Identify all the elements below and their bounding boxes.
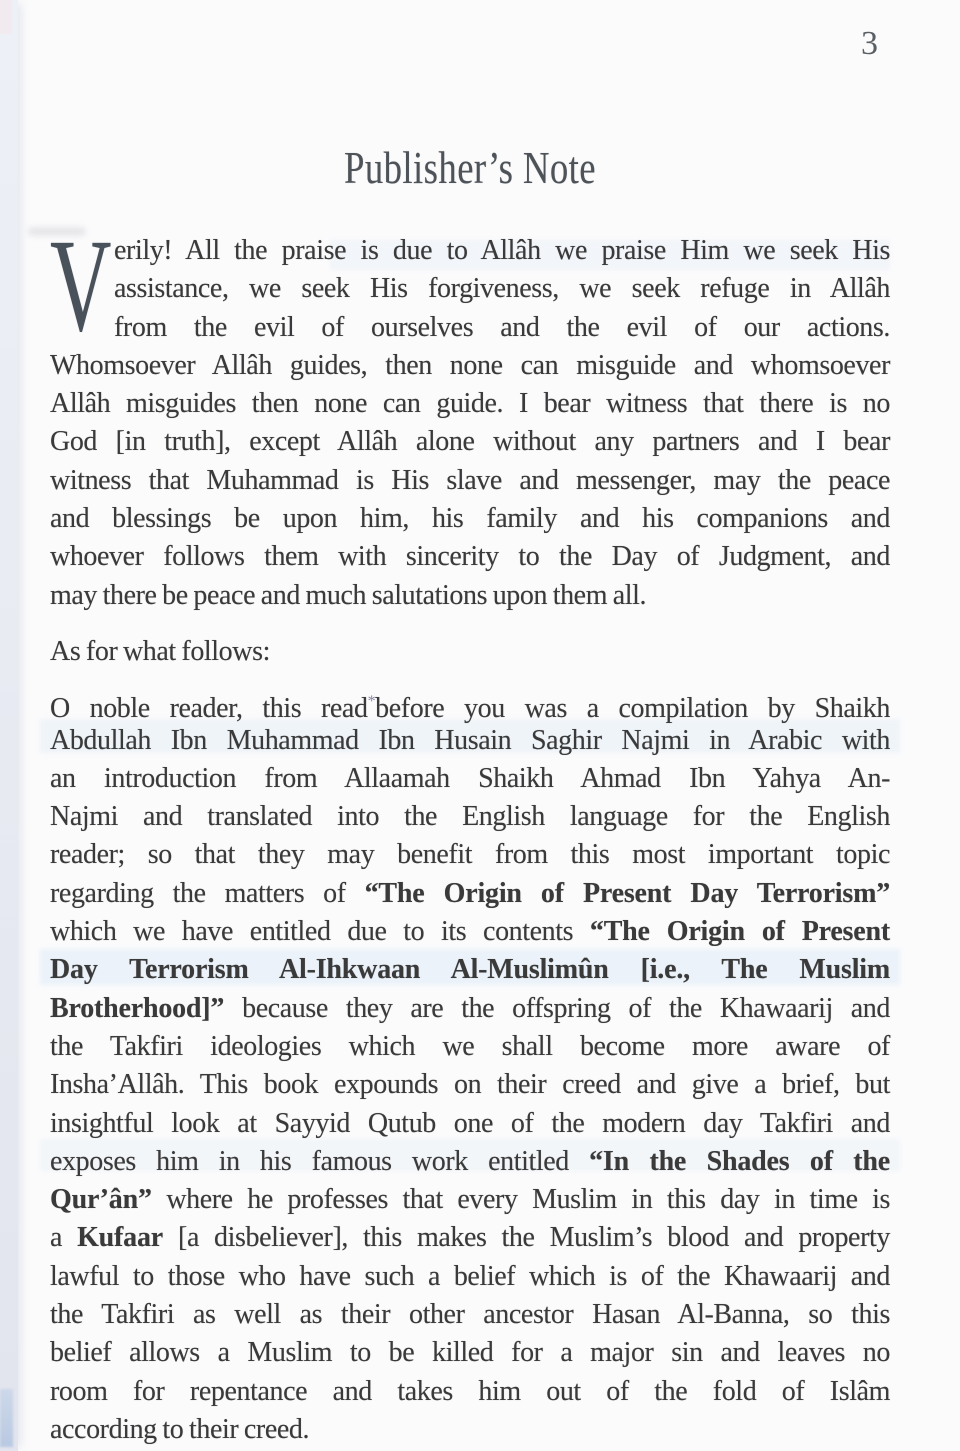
text-segment: according to their creed. — [50, 1413, 310, 1445]
text-line — [114, 309, 890, 347]
text-segment: reader; so that they may benefit from this most important topic — [50, 839, 890, 871]
paragraph-opening — [50, 211, 890, 615]
text-line — [50, 385, 890, 423]
text-line — [50, 1143, 890, 1181]
text-line — [50, 836, 890, 874]
text-segment: assistance, we seek His forgiveness, we seek refuge in Allâh — [114, 273, 890, 305]
text-segment: “The Origin of Present Day Terrorism” — [364, 877, 890, 909]
text-line — [50, 347, 890, 385]
paragraph-transition — [50, 633, 890, 671]
text-line — [50, 798, 890, 836]
text-segment: “In the Shades of the — [589, 1145, 890, 1177]
text-segment: and blessings be upon him, his family and his companions and — [50, 503, 890, 535]
text-segment: God [in truth], except Allâh alone without any partners and I bear — [50, 426, 890, 458]
scan-artifact-bottom-left — [0, 1389, 13, 1447]
page-title: Publisher’s Note — [343, 142, 597, 193]
text-segment: an introduction from Allaamah Shaikh Ahmad Ibn Yahya An- — [50, 762, 890, 794]
text-line — [50, 1181, 890, 1219]
text-segment: Abdullah Ibn Muhammad Ibn Husain Saghir Najmi in Arabic with — [50, 724, 890, 756]
text-segment: exposes him in his famous work entitled — [50, 1145, 590, 1177]
text-line — [50, 1334, 890, 1372]
text-line — [114, 232, 890, 270]
text-segment: Whomsoever Allâh guides, then none can misguide and whomsoever — [50, 349, 890, 381]
text-segment: which we have entitled due to its contents — [50, 916, 590, 948]
text-line — [50, 760, 890, 798]
text-line — [50, 633, 890, 671]
text-line — [50, 722, 890, 760]
text-line — [50, 462, 890, 500]
text-line — [50, 990, 890, 1028]
text-segment: lawful to those who have such a belief which is of the Khawaarij and — [50, 1260, 890, 1292]
text-line — [50, 577, 890, 615]
text-segment: witness that Muhammad is His slave and messenger, may the peace — [50, 464, 890, 496]
text-segment: As for what follows: — [50, 635, 270, 667]
text-segment: Brotherhood]” — [50, 992, 225, 1024]
page-number: 3 — [861, 25, 878, 62]
scan-artifact-top-left — [0, 0, 12, 34]
text-segment: room for repentance and takes him out of the fold of Islâm — [50, 1375, 890, 1407]
drop-cap: V — [50, 211, 112, 359]
text-line — [50, 875, 890, 913]
text-line — [114, 270, 890, 308]
text-segment: “The Origin of Present — [589, 916, 890, 948]
page-gutter-shadow — [0, 0, 18, 1451]
text-line — [50, 538, 890, 576]
text-segment: a — [50, 1222, 78, 1254]
text-segment: the Takfiri ideologies which we shall become more aware of — [50, 1030, 890, 1062]
body-text — [50, 211, 891, 1449]
text-segment: where he professes that every Muslim in this day in time is — [151, 1184, 890, 1216]
text-segment: belief allows a Muslim to be killed for a major sin and leaves no — [50, 1337, 890, 1369]
text-column — [50, 143, 890, 1449]
text-line — [50, 1105, 890, 1143]
text-segment: may there be peace and much salutations upon them all. — [50, 579, 647, 611]
text-segment: O noble reader, this read — [50, 693, 368, 725]
text-segment: Qur’ân” — [50, 1184, 152, 1216]
text-line — [50, 1373, 890, 1411]
text-line — [50, 1296, 890, 1334]
text-segment: Kufaar — [77, 1222, 163, 1254]
text-line — [50, 951, 890, 989]
paragraph-body — [50, 683, 890, 1449]
text-line — [50, 1028, 890, 1066]
text-segment: erily! All the praise is due to Allâh we praise Him we seek His — [114, 235, 890, 266]
text-segment: from the evil of ourselves and the evil of our actions. — [114, 311, 890, 343]
text-segment: because they are the offspring of the Khawaarij and — [224, 992, 890, 1024]
text-segment: Day Terrorism Al-Ihkwaan Al-Muslimûn [i.e., The Muslim — [50, 954, 890, 986]
text-line — [50, 423, 890, 461]
text-segment: Allâh misguides then none can guide. I bear witness that there is no — [50, 388, 890, 420]
text-line — [50, 1219, 890, 1257]
text-segment: Najmi and translated into the English language for the English — [50, 801, 890, 833]
text-segment: regarding the matters of — [50, 877, 365, 909]
text-line — [50, 683, 891, 725]
text-line — [50, 1411, 890, 1449]
text-segment: before you was a compilation by Shaikh — [375, 693, 891, 725]
text-segment: Insha’Allâh. This book expounds on their creed and give a brief, but — [50, 1069, 890, 1101]
text-segment: the Takfiri as well as their other ancestor Hasan Al-Banna, so this — [50, 1299, 890, 1331]
text-segment: [a disbeliever], this makes the Muslim’s blood and property — [162, 1222, 890, 1254]
text-line — [50, 1258, 890, 1296]
text-segment: insightful look at Sayyid Qutub one of the modern day Takfiri and — [50, 1107, 890, 1139]
text-line — [50, 1066, 890, 1104]
text-segment: whoever follows them with sincerity to the Day of Judgment, and — [50, 541, 890, 573]
inserted-caret-mark: * — [367, 693, 376, 711]
text-line — [50, 500, 890, 538]
text-line — [50, 913, 890, 951]
